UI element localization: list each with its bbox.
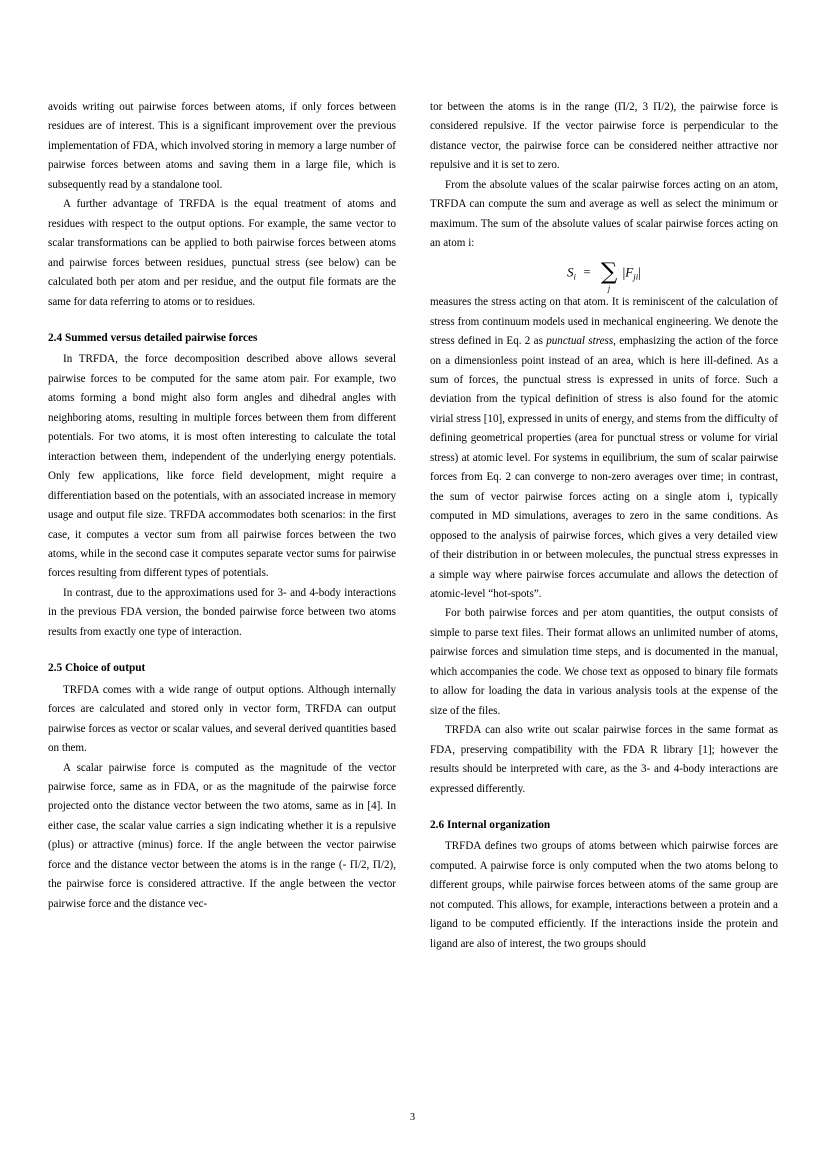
paragraph: TRFDA can also write out scalar pairwise forces in the same format as FDA, preserving compatibility with the FDA R library [1]; however the results should be interpreted with care, as the 3- and 4-body interactions are expressed differently. [430, 724, 778, 795]
equation-operand-subscript: ji [633, 270, 639, 281]
left-column [48, 98, 396, 1083]
paragraph: A further advantage of TRFDA is the equal treatment of atoms and residues with respect to the output options. For example, the same vector to scalar transformations can be applied to both pairwise forces between atoms and pairwise forces between residues, punctual stress (see below) can be calculated both per atom and per residue, and the output file formats are the same for data referring to atoms or to residues. [48, 198, 396, 308]
paragraph-text-before-emphasis: measures the stress acting on that atom. It is reminiscent of the calculation of stress from continuum models used in mechanical engineering. We denote the stress defined in Eq. 2 as [430, 296, 778, 348]
paragraph: From the absolute values of the scalar pairwise forces acting on an atom, TRFDA can compute the sum and average as well as select the minimum or maximum. The sum of the absolute values of scalar pairwise forces acting on an atom i: [430, 178, 778, 250]
equation-lhs-subscript: i [573, 270, 576, 281]
equation-operand-symbol: F [625, 264, 634, 280]
paragraph: TRFDA defines two groups of atoms between which pairwise forces are computed. A pairwise force is only computed when the two atoms belong to different groups, while pairwise forces between atoms of the same group are not computed. This allows, for example, interactions between a protein and a ligand to be computed efficiently. If the interactions inside the protein and ligand are also of interest, the two groups should [430, 840, 778, 950]
section-heading-2-5: 2.5 Choice of output [48, 662, 146, 675]
paragraph-text-after-emphasis: , emphasizing the action of the force on a dimensionless point instead of an area, which is here ill-defined. As a sum of forces, the punctual stress is expressed in units of force. Such a deviation from the typical definition of stress is also found for the atomic virial stress [10], expressed in units of energy, and stems from the difficulty of defining geometrical properties (area for punctual stress or volume for virial stress) at atomic level. For systems in equilibrium, the sum of scalar pairwise forces from Eq. 2 can converge to non-zero averages over time; in contrast, the sum of vector pairwise forces acting on a single atom i, typically computed in MD simulations, averages to zero in the same conditions. As opposed to the analysis of pairwise forces, which gives a very detailed view of their distribution in or between molecules, the punctual stress expresses in a simple way where pairwise forces accumulate and allows the detection of atomic-level “hot-spots”. [430, 335, 778, 600]
paragraph: In contrast, due to the approximations used for 3- and 4-body interactions in the previous FDA version, the bonded pairwise force between two atoms results from exactly one type of interaction. [48, 586, 396, 638]
page-number: 3 [409, 1112, 416, 1123]
equation-lhs-symbol: S [567, 264, 574, 280]
abs-close-bar: | [638, 265, 641, 281]
paragraph: avoids writing out pairwise forces between atoms, if only forces between residues are of interest. This is a significant improvement over the previous implementation of FDA, which involved storing in memory a large number of pairwise forces between atoms and saving them in a large file, which is subsequently read by a standalone tool. [48, 101, 396, 191]
section-heading-2-4: 2.4 Summed versus detailed pairwise forces [48, 331, 258, 344]
right-column [430, 98, 778, 1083]
summation-index: j [607, 284, 611, 294]
two-column-body [48, 98, 778, 1083]
paragraph: In TRFDA, the force decomposition described above allows several pairwise forces to be computed for the same atom pair. For example, two atoms forming a bond might also form angles and dihedral angles with neighboring atoms, resulting in multiple forces between them from different potentials. For two atoms, it is most often interesting to calculate the total interaction between them, independent of the underlying energy potentials. Only few applications, like force field development, might require a differentiation based on the potentials, with an associated increase in memory usage and output file size. TRFDA accommodates both scenarios: in the first case, it computes a vector sum from all pairwise forces between the two atoms, while in the second case it computes separate vector sums for pairwise forces resulting from different types of potentials. [48, 353, 396, 580]
spacer [430, 799, 778, 816]
sigma-icon: ∑ [600, 258, 618, 285]
equation-relation: = [583, 264, 591, 280]
paragraph: tor between the atoms is in the range (Π/2, 3 Π/2), the pairwise force is considered repulsive. If the vector pairwise force is perpendicular to the distance vector, the pairwise force can be considered neither attractive nor repulsive and it is set to zero. [430, 101, 778, 172]
paragraph: TRFDA comes with a wide range of output options. Although internally forces are calculated and stored only in vector form, TRFDA can output pairwise forces as vector or scalar values, and several derived quantities based on them. [48, 683, 396, 755]
emphasized-term: punctual stress [546, 335, 614, 348]
paragraph [430, 293, 778, 604]
spacer [48, 642, 396, 659]
spacer [48, 312, 396, 329]
display-equation [430, 254, 778, 294]
summation-operator [600, 258, 618, 294]
paragraph: A scalar pairwise force is computed as the magnitude of the vector pairwise force, same as in FDA, or as the magnitude of the pairwise force projected onto the distance vector between the two atoms, same as in [4]. In either case, the scalar value carries a sign indicating whether it is a repulsive (plus) or attractive (minus) force. If the angle between the vector pairwise force and the distance vector between the atoms is in the range (- Π/2, Π/2), the pairwise force is considered attractive. If the angle between the vector pairwise force and the distance vec- [48, 761, 396, 910]
equation-expression [567, 258, 641, 294]
section-heading-2-6: 2.6 Internal organization [430, 818, 551, 831]
abs-open-bar: | [622, 265, 626, 281]
paragraph: For both pairwise forces and per atom quantities, the output consists of simple to parse text files. Their format allows an unlimited number of atoms, pairwise forces and simulation time steps, and is documented in the manual, which accompanies the code. We chose text as opposed to binary file formats to allow for loading the data in various analysis tools at the expense of the size of the files. [430, 607, 778, 717]
